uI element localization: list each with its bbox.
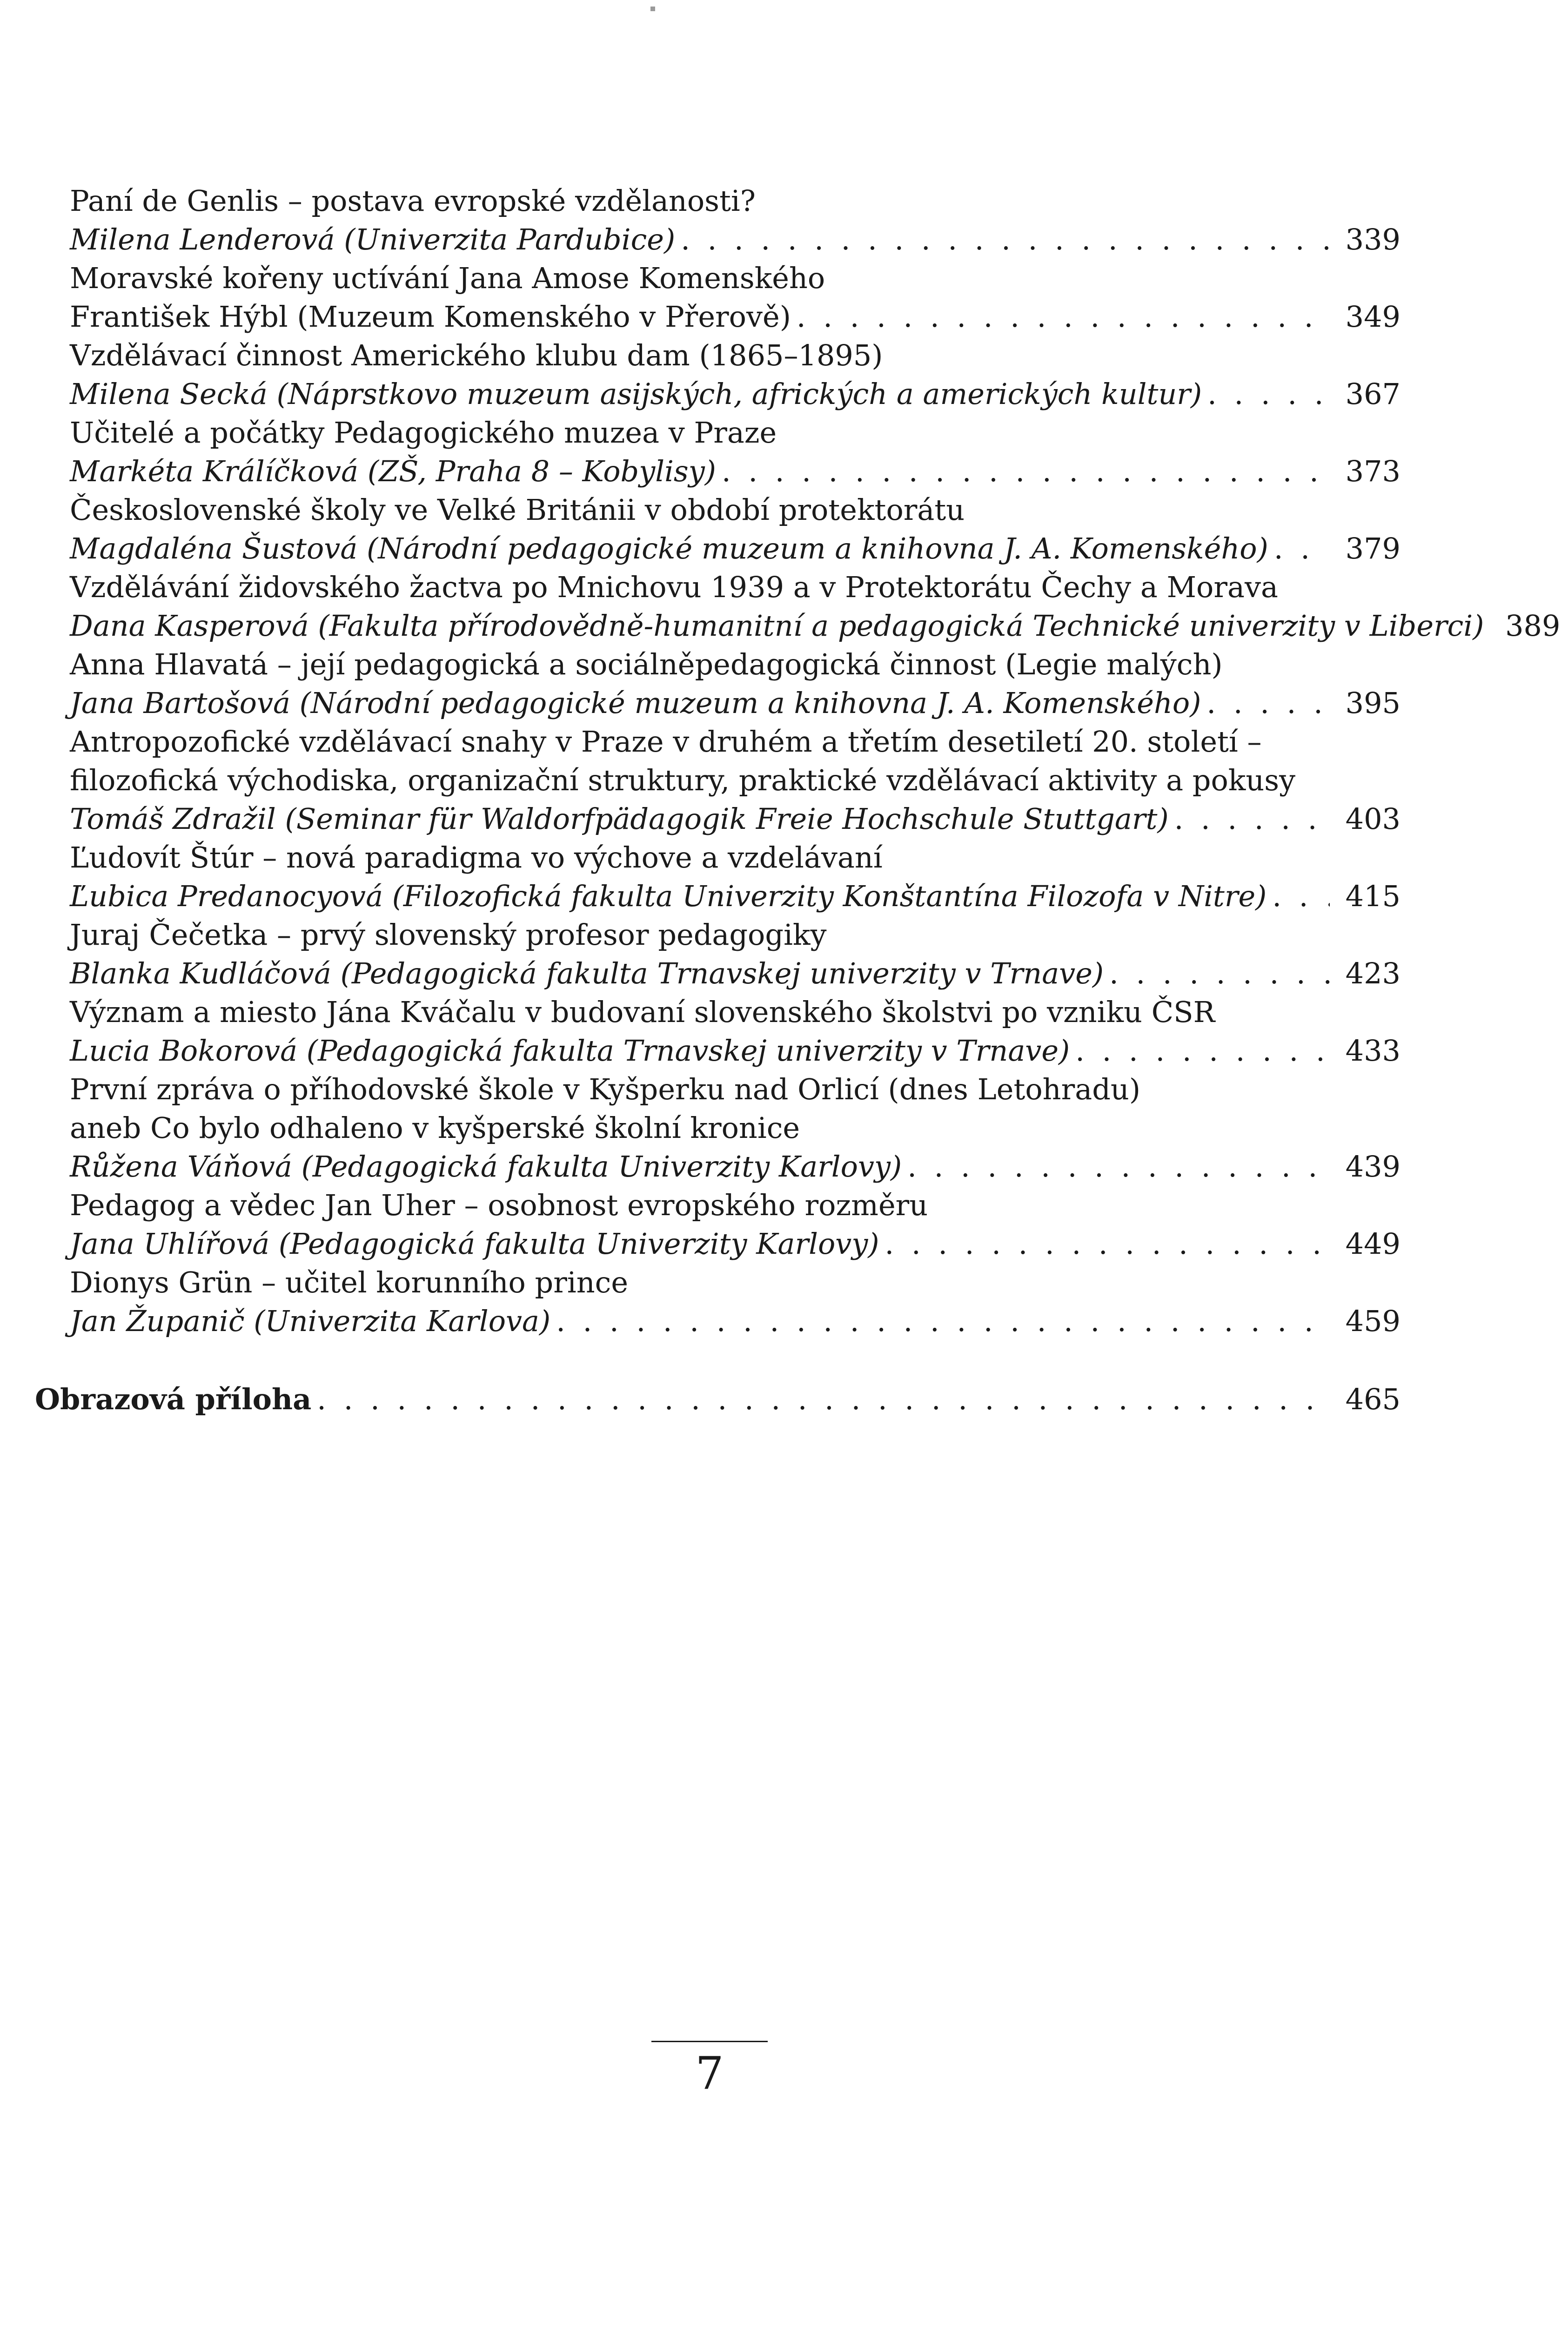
entry-title: filozofická východiska, organizační struktury, praktické vzdělávací aktivity a pokusy <box>70 763 1296 797</box>
entry-author-line <box>70 452 1400 491</box>
entry-author-line <box>70 877 1400 915</box>
toc-entry[interactable] <box>70 413 1400 491</box>
entry-author: Růžena Váňová (Pedagogická fakulta Univerzity Karlovy) <box>70 1150 902 1184</box>
entry-author-line <box>70 1031 1400 1070</box>
entry-author-line <box>70 1224 1400 1263</box>
toc-entry[interactable] <box>70 568 1561 645</box>
entry-page-number: 373 <box>1345 454 1400 488</box>
entry-title: Československé školy ve Velké Británii v období protektorátu <box>70 493 965 527</box>
dot-leader <box>1075 1031 1330 1070</box>
footer-rule <box>651 2041 768 2042</box>
entry-author: Ľubica Predanocyová (Filozofická fakulta Univerzity Konštantína Filozofa v Nitre) <box>70 879 1267 913</box>
toc-entry[interactable] <box>70 993 1400 1070</box>
table-of-contents <box>70 182 1561 1340</box>
entry-title: Vzdělávání židovského žactva po Mnichovu 1939 a v Protektorátu Čechy a Morava <box>70 570 1278 604</box>
entry-page-number: 349 <box>1345 300 1400 334</box>
entry-author: Markéta Králíčková (ZŠ, Praha 8 – Kobylisy) <box>70 454 716 488</box>
entry-author-line <box>70 606 1561 645</box>
entry-title: Dionys Grün – učitel korunního prince <box>70 1265 629 1299</box>
dot-leader <box>1174 800 1330 838</box>
dot-leader <box>681 220 1330 259</box>
entry-page-number: 395 <box>1345 686 1400 720</box>
entry-title: Anna Hlavatá – její pedagogická a sociálněpedagogická činnost (Legie malých) <box>70 647 1223 681</box>
entry-page-number: 449 <box>1345 1227 1400 1261</box>
entry-author-line <box>70 800 1400 838</box>
entry-page-number: 415 <box>1345 879 1400 913</box>
entry-author-line <box>70 684 1400 722</box>
entry-page-number: 433 <box>1345 1034 1400 1068</box>
dot-leader <box>1207 375 1330 413</box>
toc-entry[interactable] <box>70 915 1400 993</box>
entry-title: Antropozofické vzdělávací snahy v Praze v druhém a třetím desetiletí 20. století – <box>70 725 1262 759</box>
entry-title: Význam a miesto Jána Kváčalu v budovaní slovenského školstvi po vzniku ČSR <box>70 995 1215 1029</box>
dot-leader <box>1109 954 1330 993</box>
entry-author: Jana Uhlířová (Pedagogická fakulta Univerzity Karlovy) <box>70 1227 879 1261</box>
entry-author-line <box>70 1147 1400 1186</box>
dot-leader <box>722 452 1330 491</box>
entry-page-number: 403 <box>1345 802 1400 836</box>
page-number: 7 <box>695 2047 724 2099</box>
entry-title: Moravské kořeny uctívání Jana Amose Komenského <box>70 261 825 295</box>
entry-title: Juraj Čečetka – prvý slovenský profesor pedagogiky <box>70 918 827 952</box>
dot-leader <box>556 1302 1330 1340</box>
dot-leader <box>1272 877 1330 915</box>
appendix-title: Obrazová příloha <box>35 1382 312 1416</box>
entry-title: Ľudovít Štúr – nová paradigma vo výchove a vzdelávaní <box>70 841 883 874</box>
toc-entry[interactable] <box>70 182 1400 259</box>
entry-author: Dana Kasperová (Fakulta přírodovědně-humanitní a pedagogická Technické univerzity v Liberci) <box>70 609 1484 643</box>
entry-page-number: 389 <box>1505 609 1561 643</box>
dot-leader <box>885 1224 1330 1263</box>
entry-author: František Hýbl (Muzeum Komenského v Přerově) <box>70 300 791 334</box>
entry-title: Paní de Genlis – postava evropské vzdělanosti? <box>70 184 756 218</box>
toc-entry-appendix[interactable] <box>35 1380 1400 1419</box>
entry-author: Jan Županič (Univerzita Karlova) <box>70 1304 551 1338</box>
entry-author: Milena Secká (Náprstkovo muzeum asijských, afrických a amerických kultur) <box>70 377 1202 411</box>
toc-entry[interactable] <box>70 645 1400 722</box>
entry-author: Magdaléna Šustová (Národní pedagogické muzeum a knihovna J. A. Komenského) <box>70 531 1268 565</box>
toc-entry[interactable] <box>70 491 1400 568</box>
entry-page-number: 459 <box>1345 1304 1400 1338</box>
dot-leader <box>1206 684 1330 722</box>
entry-title: aneb Co bylo odhaleno v kyšperské školní kronice <box>70 1111 800 1145</box>
entry-title: První zpráva o příhodovské škole v Kyšperku nad Orlicí (dnes Letohradu) <box>70 1072 1141 1106</box>
toc-entry[interactable] <box>70 1070 1400 1186</box>
entry-author-line <box>70 1302 1400 1340</box>
toc-entry[interactable] <box>70 838 1400 915</box>
toc-entry[interactable] <box>70 336 1400 413</box>
entry-author-line <box>70 954 1400 993</box>
entry-author-line <box>70 220 1400 259</box>
entry-page-number: 439 <box>1345 1150 1400 1184</box>
dot-leader <box>797 297 1330 336</box>
entry-page-number: 423 <box>1345 956 1400 990</box>
entry-author: Jana Bartošová (Národní pedagogické muzeum a knihovna J. A. Komenského) <box>70 686 1201 720</box>
toc-entry[interactable] <box>70 259 1400 336</box>
dot-leader <box>907 1147 1330 1186</box>
dot-leader <box>317 1380 1330 1419</box>
entry-author-line <box>70 529 1400 568</box>
entry-author: Tomáš Zdražil (Seminar für Waldorfpädagogik Freie Hochschule Stuttgart) <box>70 802 1169 836</box>
toc-entry[interactable] <box>70 722 1400 838</box>
scan-mark <box>650 7 655 11</box>
entry-title: Učitelé a počátky Pedagogického muzea v Praze <box>70 416 777 450</box>
entry-page-number: 367 <box>1345 377 1400 411</box>
entry-author-line <box>70 297 1400 336</box>
entry-title: Vzdělávací činnost Amerického klubu dam (1865–1895) <box>70 338 883 372</box>
entry-title: Pedagog a vědec Jan Uher – osobnost evropského rozměru <box>70 1188 928 1222</box>
toc-entry[interactable] <box>70 1263 1400 1340</box>
entry-author: Lucia Bokorová (Pedagogická fakulta Trnavskej univerzity v Trnave) <box>70 1034 1070 1068</box>
entry-author: Milena Lenderová (Univerzita Pardubice) <box>70 222 676 256</box>
entry-page-number: 339 <box>1345 222 1400 256</box>
toc-entry[interactable] <box>70 1186 1400 1263</box>
entry-author-line <box>70 375 1400 413</box>
dot-leader <box>1274 529 1330 568</box>
appendix-page-number: 465 <box>1345 1382 1400 1416</box>
entry-author: Blanka Kudláčová (Pedagogická fakulta Trnavskej univerzity v Trnave) <box>70 956 1104 990</box>
entry-page-number: 379 <box>1345 531 1400 565</box>
